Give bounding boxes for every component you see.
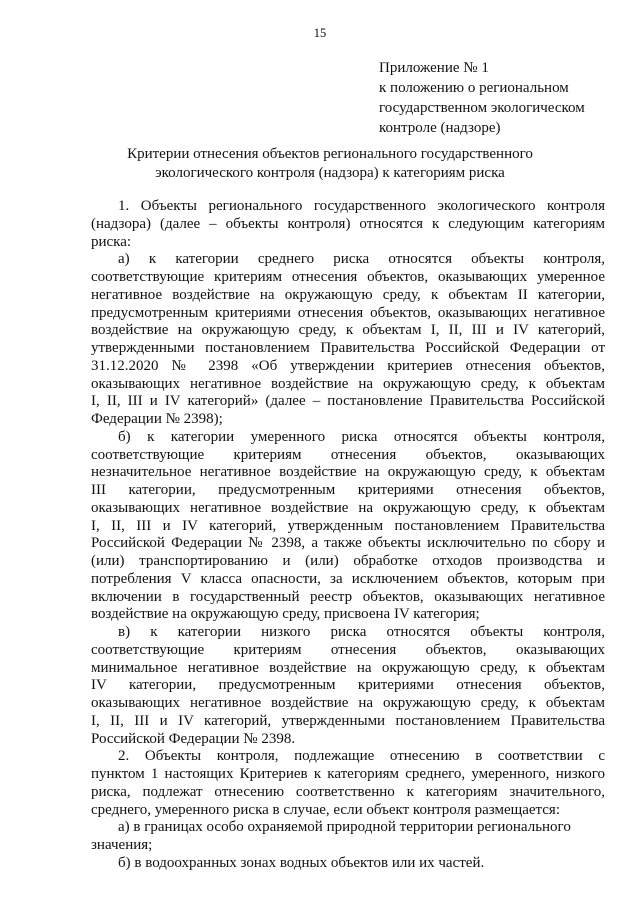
document-body (91, 198, 605, 873)
paragraph-2-line: 2. Объекты контроля, подлежащие отнесению в соответствии с (118, 748, 605, 765)
paragraph-2-line: пунктом 1 настоящих Критериев к категориям среднего, умеренного, низкого (91, 766, 605, 782)
item-c-line: Российской Федерации № 2398. (91, 730, 296, 747)
paragraph-1-line: 1. Объекты регионального государственного экологического контроля (118, 198, 605, 214)
item-a-line: утвержденными постановлением Правительства Российской Федерации от (91, 340, 605, 356)
page-number: 15 (313, 26, 327, 40)
paragraph-2-line: среднего, умеренного риска в случае, если объект контроля размещается: (91, 801, 560, 818)
item-c-line: оказывающих негативное воздействие на окружающую среду, к объектам (91, 695, 605, 711)
item-c-line: минимальное негативное воздействие на окружающую среду, к объектам (91, 659, 605, 676)
subitem-a-line: а) в границах особо охраняемой природной территории регионального (118, 819, 571, 836)
appendix-line: Приложение № 1 (379, 60, 489, 76)
item-b-line: Российской Федерации № 2398, а также объекты исключительно по сбору и (91, 535, 605, 552)
item-a-line: негативное воздействие на окружающую среду, к объектам II категории, (91, 286, 605, 303)
item-c-line: соответствующие критериям отнесения объектов, оказывающих (91, 641, 605, 658)
item-b-line: соответствующие критериям отнесения объектов, оказывающих (91, 446, 605, 463)
item-b-line: I, II, III и IV категорий, утвержденным постановлением Правительства (91, 517, 605, 534)
paragraph-1-line: (надзора) (далее – объекты контроля) относятся к следующим категориям (91, 215, 605, 232)
item-a-line: 31.12.2020 № 2398 «Об утверждении критериев отнесения объектов, (91, 357, 605, 374)
item-b-line: III категории, предусмотренным критериями отнесения объектов, (91, 482, 605, 498)
item-c-line: IV категории, предусмотренным критериями отнесения объектов, (91, 677, 605, 694)
item-a-line: воздействие на окружающую среду, к объектам I, II, III и IV категорий, (91, 322, 605, 339)
item-b-line: воздействие на окружающую среду, присвоена IV категория; (91, 606, 480, 623)
item-c-line: I, II, III и IV категорий, утвержденными постановлением Правительства (91, 712, 605, 729)
item-a-line: предусмотренным критериями отнесения объектов, оказывающих негативное (91, 304, 605, 321)
item-a-line: а) к категории среднего риска относятся объекты контроля, (118, 251, 605, 268)
item-b-line: оказывающих негативное воздействие на окружающую среду, к объектам (91, 499, 605, 516)
item-c-line: в) к категории низкого риска относятся объекты контроля, (118, 624, 605, 640)
appendix-line: контроле (надзоре) (379, 120, 501, 136)
appendix-heading (379, 58, 629, 138)
appendix-line: к положению о региональном (379, 80, 569, 96)
item-a-line: оказывающих негативное воздействие на окружающую среду, к объектам (91, 375, 605, 392)
title-line: Критерии отнесения объектов регионального государственного (127, 146, 533, 162)
item-b-line: незначительное негативное воздействие на окружающую среду, к объектам (91, 464, 605, 481)
item-b-line: потребления V класса опасности, за исключением объектов, которым при (91, 570, 605, 587)
item-a-line: Федерации № 2398); (91, 411, 223, 427)
subitem-b-line: б) в водоохранных зонах водных объектов или их частей. (118, 854, 485, 871)
appendix-line: государственном экологическом (379, 100, 585, 116)
subitem-a-line: значения; (91, 837, 153, 853)
item-b-line: (или) транспортированию и (или) обработке отходов производства и (91, 553, 605, 569)
paragraph-1-line: риска: (91, 233, 132, 250)
title-line: экологического контроля (надзора) к категориям риска (155, 164, 505, 181)
item-a-line: соответствующие критериям отнесения объектов, оказывающих умеренное (91, 269, 605, 285)
document-title (90, 145, 570, 182)
item-b-line: включении в государственный реестр объектов, оказывающих негативное (91, 588, 605, 605)
paragraph-2-line: риска, подлежат отнесению соответственно к категориям значительного, (91, 783, 605, 800)
item-a-line: I, II, III и IV категорий» (далее – постановление Правительства Российской (91, 393, 605, 410)
item-b-line: б) к категории умеренного риска относятся объекты контроля, (118, 428, 605, 445)
